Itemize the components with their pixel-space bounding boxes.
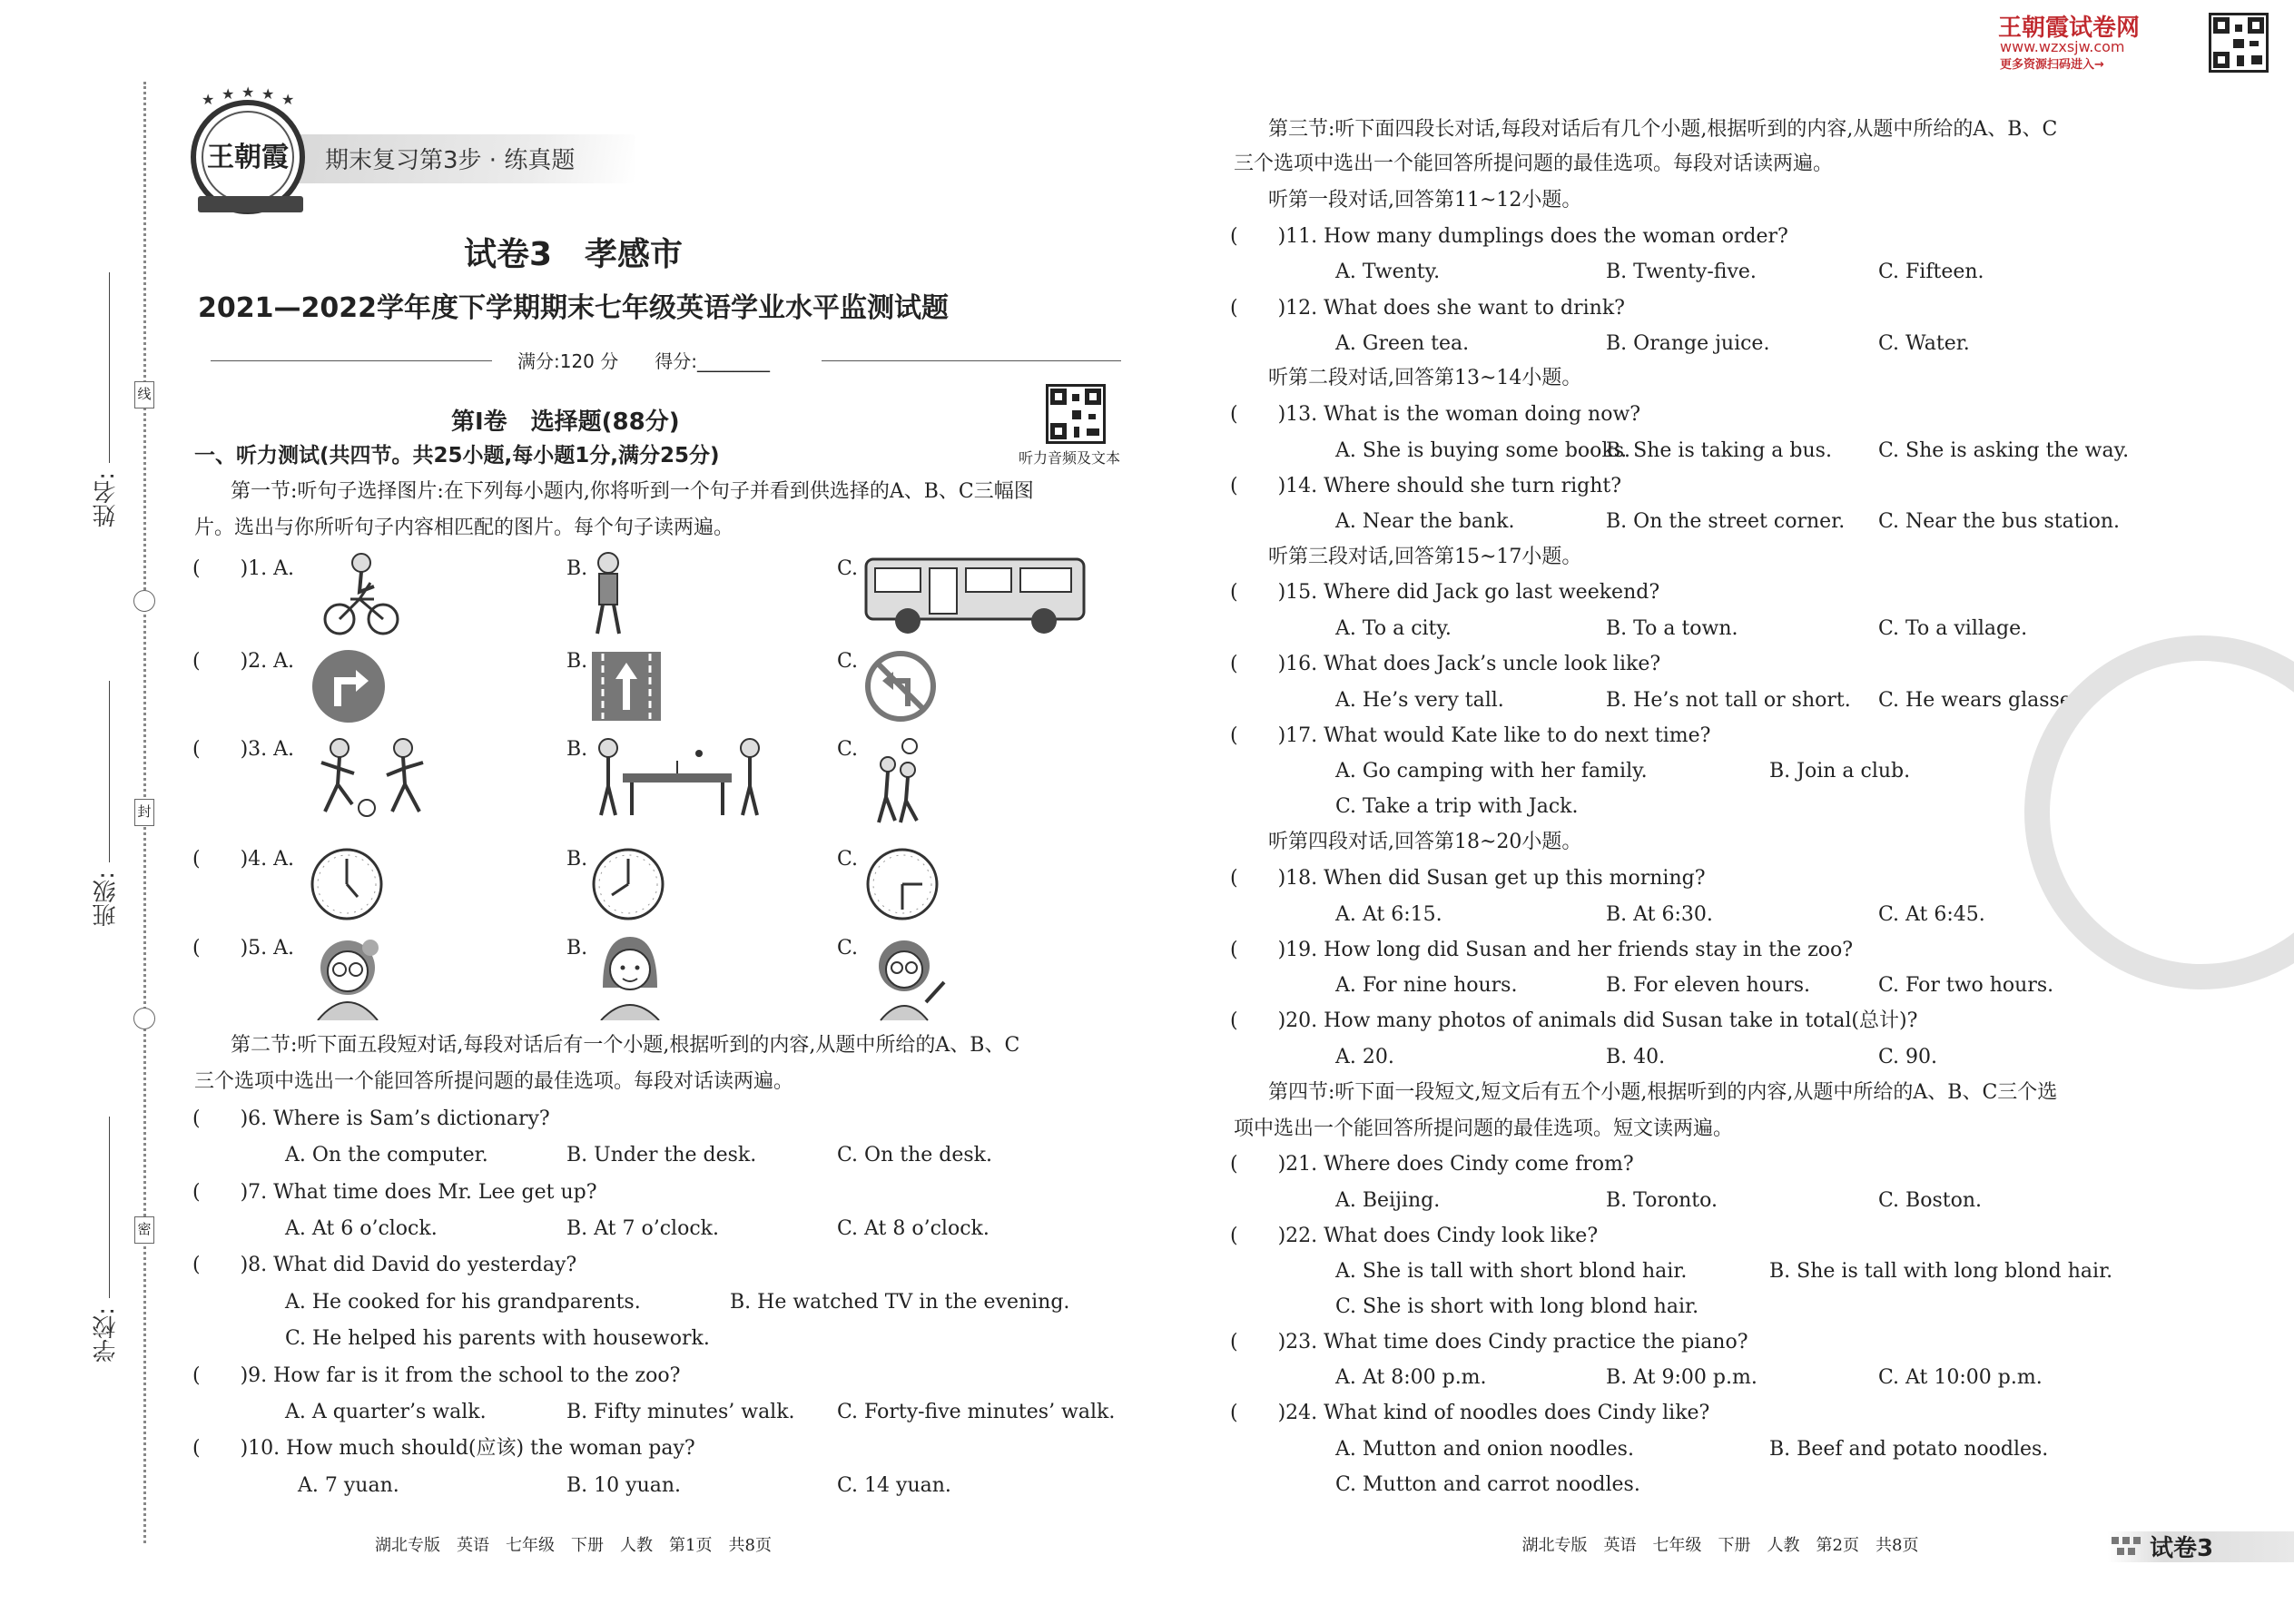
divider-line bbox=[211, 360, 492, 361]
question-22-option-c[interactable]: C. She is short with long blond hair. bbox=[1335, 1295, 1699, 1318]
question-9-option-c[interactable]: C. Forty-five minutes’ walk. bbox=[837, 1401, 1116, 1423]
section1-intro-line2: 片。选出与你所听句子内容相匹配的图片。每个句子读两遍。 bbox=[194, 517, 734, 539]
question-10-option-b[interactable]: B. 10 yuan. bbox=[566, 1474, 682, 1497]
question-20-option-b[interactable]: B. 40. bbox=[1606, 1046, 1666, 1068]
question-17-option-c[interactable]: C. Take a trip with Jack. bbox=[1335, 795, 1579, 818]
question-19-stem: ( )19. How long did Susan and her friends stay in the zoo? bbox=[1230, 939, 1854, 961]
question-19-option-c[interactable]: C. For two hours. bbox=[1878, 974, 2054, 997]
section3-intro-line1: 第三节:听下面四段长对话,每段对话后有几个小题,根据听到的内容,从题中所给的A、B、C bbox=[1268, 118, 2058, 141]
question-11-option-c[interactable]: C. Fifteen. bbox=[1878, 261, 1984, 283]
qr-code-icon[interactable] bbox=[2209, 13, 2269, 73]
question-2-number: ( )2. A. bbox=[192, 650, 295, 673]
question-22-stem: ( )22. What does Cindy look like? bbox=[1230, 1225, 1599, 1247]
decor-square bbox=[2117, 1548, 2124, 1555]
binding-mark-feng: 封 bbox=[134, 799, 154, 826]
question-1-option-c: C. bbox=[837, 557, 859, 580]
qr-caption: 听力音频及文本 bbox=[1019, 449, 1121, 467]
star-icon: ★ bbox=[261, 85, 275, 103]
question-17-option-a[interactable]: A. Go camping with her family. bbox=[1335, 760, 1648, 782]
school-blank bbox=[109, 1117, 110, 1298]
question-23-option-a[interactable]: A. At 8:00 p.m. bbox=[1335, 1366, 1487, 1389]
corner-paper-label: 试卷3 bbox=[2150, 1535, 2214, 1562]
dialogue-1-heading: 听第一段对话,回答第11~12小题。 bbox=[1268, 189, 1582, 212]
page-footer: 湖北专版 英语 七年级 下册 人教 第2页 共8页 bbox=[1521, 1536, 1919, 1555]
question-4-number: ( )4. A. bbox=[192, 848, 295, 871]
question-16-stem: ( )16. What does Jack’s uncle look like? bbox=[1230, 653, 1661, 675]
question-16-option-b[interactable]: B. He’s not tall or short. bbox=[1606, 689, 1851, 712]
question-14-option-b[interactable]: B. On the street corner. bbox=[1606, 510, 1846, 533]
question-14-option-a[interactable]: A. Near the bank. bbox=[1335, 510, 1515, 533]
question-24-option-c[interactable]: C. Mutton and carrot noodles. bbox=[1335, 1473, 1640, 1496]
question-15-stem: ( )15. Where did Jack go last weekend? bbox=[1230, 581, 1660, 604]
question-8-option-c[interactable]: C. He helped his parents with housework. bbox=[285, 1327, 710, 1350]
basketball-icon[interactable] bbox=[868, 737, 930, 826]
star-icon: ★ bbox=[202, 91, 215, 108]
question-11-option-b[interactable]: B. Twenty-five. bbox=[1606, 261, 1757, 283]
question-7-stem: ( )7. What time does Mr. Lee get up? bbox=[192, 1181, 597, 1204]
section4-intro-line2: 项中选出一个能回答所提问题的最佳选项。短文读两遍。 bbox=[1234, 1117, 1734, 1140]
question-12-option-c[interactable]: C. Water. bbox=[1878, 332, 1970, 355]
section1-intro-line1: 第一节:听句子选择图片:在下列每小题内,你将听到一个句子并看到供选择的A、B、C三幅图 bbox=[231, 480, 1034, 503]
binding-mark-xian: 线 bbox=[134, 381, 154, 408]
qr-code-icon[interactable] bbox=[1046, 384, 1106, 444]
question-21-option-c[interactable]: C. Boston. bbox=[1878, 1189, 1982, 1212]
question-23-stem: ( )23. What time does Cindy practice the piano? bbox=[1230, 1331, 1748, 1353]
question-18-stem: ( )18. When did Susan get up this morning? bbox=[1230, 867, 1706, 890]
dialogue-4-heading: 听第四段对话,回答第18~20小题。 bbox=[1268, 831, 1582, 853]
turn-right-sign-icon[interactable] bbox=[310, 648, 387, 724]
question-7-option-b[interactable]: B. At 7 o’clock. bbox=[566, 1217, 719, 1240]
question-3-option-c: C. bbox=[837, 738, 859, 761]
dialogue-2-heading: 听第二段对话,回答第13~14小题。 bbox=[1268, 367, 1582, 389]
question-8-option-a[interactable]: A. He cooked for his grandparents. bbox=[285, 1291, 641, 1314]
question-9-option-b[interactable]: B. Fifty minutes’ walk. bbox=[566, 1401, 795, 1423]
question-15-option-a[interactable]: A. To a city. bbox=[1335, 617, 1452, 640]
question-13-option-a[interactable]: A. She is buying some books. bbox=[1335, 439, 1631, 462]
question-7-option-c[interactable]: C. At 8 o’clock. bbox=[837, 1217, 989, 1240]
question-4-option-b: B. bbox=[566, 848, 588, 871]
question-10-option-c[interactable]: C. 14 yuan. bbox=[837, 1474, 951, 1497]
question-22-option-a[interactable]: A. She is tall with short blond hair. bbox=[1335, 1260, 1688, 1283]
question-11-option-a[interactable]: A. Twenty. bbox=[1335, 261, 1441, 283]
boy-walking-icon[interactable] bbox=[588, 550, 628, 637]
bus-icon[interactable] bbox=[862, 556, 1089, 637]
question-16-option-c[interactable]: C. He wears glasses. bbox=[1878, 689, 2089, 712]
section2-intro-line2: 三个选项中选出一个能回答所提问题的最佳选项。每段对话读两遍。 bbox=[194, 1070, 794, 1093]
binding-hole bbox=[133, 1008, 155, 1029]
question-13-option-c[interactable]: C. She is asking the way. bbox=[1878, 439, 2130, 462]
brand-tip: 更多资源扫码进入→ bbox=[2000, 58, 2104, 72]
question-9-option-a[interactable]: A. A quarter’s walk. bbox=[285, 1401, 487, 1423]
boys-playing-soccer-icon[interactable] bbox=[312, 735, 439, 819]
ping-pong-icon[interactable] bbox=[590, 733, 768, 821]
question-4-option-c: C. bbox=[837, 848, 859, 871]
question-2-option-b: B. bbox=[566, 650, 588, 673]
question-6-option-b[interactable]: B. Under the desk. bbox=[566, 1144, 757, 1166]
question-14-option-c[interactable]: C. Near the bus station. bbox=[1878, 510, 2121, 533]
question-9-stem: ( )9. How far is it from the school to the zoo? bbox=[192, 1364, 681, 1387]
question-20-option-c[interactable]: C. 90. bbox=[1878, 1046, 1938, 1068]
divider-line bbox=[822, 360, 1121, 361]
paper-subtitle: 2021—2022学年度下学期期末七年级英语学业水平监测试题 bbox=[198, 292, 949, 324]
question-18-option-a[interactable]: A. At 6:15. bbox=[1335, 903, 1442, 926]
question-8-stem: ( )8. What did David do yesterday? bbox=[192, 1254, 577, 1276]
question-24-stem: ( )24. What kind of noodles does Cindy like? bbox=[1230, 1402, 1710, 1424]
part-title: 第Ⅰ卷 选择题(88分) bbox=[451, 408, 680, 436]
question-12-option-a[interactable]: A. Green tea. bbox=[1335, 332, 1470, 355]
question-24-option-b[interactable]: B. Beef and potato noodles. bbox=[1769, 1438, 2049, 1461]
question-21-option-a[interactable]: A. Beijing. bbox=[1335, 1189, 1441, 1212]
question-6-option-c[interactable]: C. On the desk. bbox=[837, 1144, 992, 1166]
question-21-stem: ( )21. Where does Cindy come from? bbox=[1230, 1153, 1634, 1176]
question-7-option-a[interactable]: A. At 6 o’clock. bbox=[285, 1217, 438, 1240]
brand-url[interactable]: www.wzxsjw.com bbox=[2000, 38, 2125, 55]
decor-square bbox=[2128, 1548, 2135, 1555]
question-14-stem: ( )14. Where should she turn right? bbox=[1230, 475, 1622, 497]
question-5-option-b: B. bbox=[566, 937, 588, 960]
question-19-option-a[interactable]: A. For nine hours. bbox=[1335, 974, 1518, 997]
question-17-stem: ( )17. What would Kate like to do next time? bbox=[1230, 724, 1711, 747]
question-12-option-b[interactable]: B. Orange juice. bbox=[1606, 332, 1770, 355]
question-17-option-b[interactable]: B. Join a club. bbox=[1769, 760, 1911, 782]
clock-icon[interactable] bbox=[590, 846, 666, 922]
question-1-option-b: B. bbox=[566, 557, 588, 580]
question-24-option-a[interactable]: A. Mutton and onion noodles. bbox=[1335, 1438, 1634, 1461]
section2-intro-line1: 第二节:听下面五段短对话,每段对话后有一个小题,根据听到的内容,从题中所给的A、B、C bbox=[231, 1034, 1020, 1057]
listening-section-header: 一、听力测试(共四节。共25小题,每小题1分,满分25分) bbox=[194, 444, 720, 468]
class-blank bbox=[109, 681, 110, 862]
section4-intro-line1: 第四节:听下面一段短文,短文后有五个小题,根据听到的内容,从题中所给的A、B、C三个选 bbox=[1268, 1081, 2058, 1104]
question-5-option-c: C. bbox=[837, 937, 859, 960]
question-15-option-b[interactable]: B. To a town. bbox=[1606, 617, 1738, 640]
question-10-stem: ( )10. How much should(应该) the woman pay? bbox=[192, 1437, 695, 1460]
question-2-option-c: C. bbox=[837, 650, 859, 673]
score-line: 满分:120 分 得分:________ bbox=[517, 350, 771, 372]
question-19-option-b[interactable]: B. For eleven hours. bbox=[1606, 974, 1811, 997]
question-10-option-a[interactable]: A. 7 yuan. bbox=[298, 1474, 399, 1497]
paper-title: 试卷3 孝感市 bbox=[463, 236, 684, 273]
question-20-stem: ( )20. How many photos of animals did Susan take in total(总计)? bbox=[1230, 1009, 1918, 1032]
star-icon: ★ bbox=[241, 84, 255, 101]
class-label: 班级: bbox=[93, 871, 120, 927]
question-21-option-b[interactable]: B. Toronto. bbox=[1606, 1189, 1718, 1212]
star-icon: ★ bbox=[222, 85, 235, 103]
question-23-option-b[interactable]: B. At 9:00 p.m. bbox=[1606, 1366, 1757, 1389]
binding-mark-mi: 密 bbox=[134, 1216, 154, 1244]
binding-hole bbox=[133, 590, 155, 612]
header-banner-text: 期末复习第3步 · 练真题 bbox=[325, 147, 576, 174]
section3-intro-line2: 三个选项中选出一个能回答所提问题的最佳选项。每段对话读两遍。 bbox=[1234, 153, 1834, 175]
star-icon: ★ bbox=[281, 91, 295, 108]
question-22-option-b[interactable]: B. She is tall with long blond hair. bbox=[1769, 1260, 2113, 1283]
girl-waving-icon[interactable] bbox=[871, 935, 953, 1022]
school-label: 学校: bbox=[93, 1307, 120, 1363]
question-12-stem: ( )12. What does she want to drink? bbox=[1230, 297, 1625, 320]
question-3-option-b: B. bbox=[566, 738, 588, 761]
question-18-option-c[interactable]: C. At 6:45. bbox=[1878, 903, 1985, 926]
question-16-option-a[interactable]: A. He’s very tall. bbox=[1335, 689, 1504, 712]
girl-icon[interactable] bbox=[594, 933, 666, 1020]
go-straight-sign-icon[interactable] bbox=[590, 650, 663, 723]
question-5-number: ( )5. A. bbox=[192, 937, 295, 960]
clock-icon[interactable] bbox=[864, 846, 940, 922]
question-13-option-b[interactable]: B. She is taking a bus. bbox=[1606, 439, 1832, 462]
question-20-option-a[interactable]: A. 20. bbox=[1335, 1046, 1394, 1068]
brand-logo-text: 王朝霞 bbox=[207, 142, 289, 173]
name-label: 姓名: bbox=[93, 472, 120, 527]
decor-square bbox=[2112, 1537, 2119, 1544]
decor-square bbox=[2122, 1537, 2130, 1544]
question-3-number: ( )3. A. bbox=[192, 738, 295, 761]
question-6-stem: ( )6. Where is Sam’s dictionary? bbox=[192, 1107, 550, 1130]
brand-name: 王朝霞试卷网 bbox=[1998, 15, 2141, 42]
question-8-option-b[interactable]: B. He watched TV in the evening. bbox=[730, 1291, 1070, 1314]
question-13-stem: ( )13. What is the woman doing now? bbox=[1230, 403, 1641, 426]
decor-square bbox=[2133, 1537, 2141, 1544]
girl-on-bicycle-icon[interactable] bbox=[323, 550, 399, 637]
no-left-turn-sign-icon[interactable] bbox=[864, 650, 937, 723]
girl-with-glasses-icon[interactable] bbox=[309, 933, 387, 1020]
question-1-number: ( )1. A. bbox=[192, 557, 295, 580]
dialogue-3-heading: 听第三段对话,回答第15~17小题。 bbox=[1268, 546, 1582, 568]
clock-icon[interactable] bbox=[309, 846, 385, 922]
question-11-stem: ( )11. How many dumplings does the woman order? bbox=[1230, 225, 1788, 248]
question-6-option-a[interactable]: A. On the computer. bbox=[285, 1144, 488, 1166]
question-18-option-b[interactable]: B. At 6:30. bbox=[1606, 903, 1713, 926]
question-23-option-c[interactable]: C. At 10:00 p.m. bbox=[1878, 1366, 2043, 1389]
logo-ribbon bbox=[198, 196, 303, 212]
page-footer: 湖北专版 英语 七年级 下册 人教 第1页 共8页 bbox=[375, 1536, 772, 1555]
question-15-option-c[interactable]: C. To a village. bbox=[1878, 617, 2028, 640]
